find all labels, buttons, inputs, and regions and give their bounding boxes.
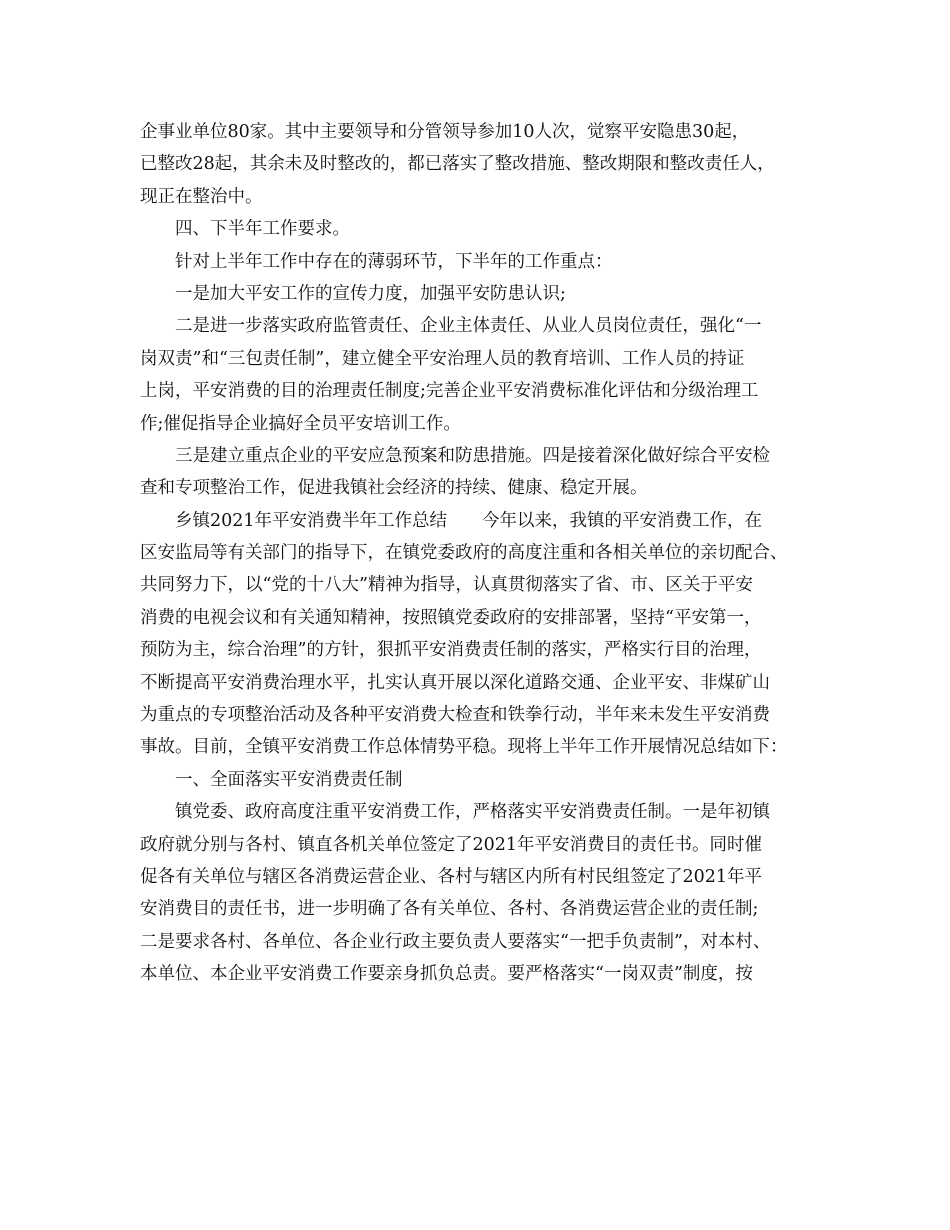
text-line: 安消费目的责任书，进一步明确了各有关单位、各村、各消费运营企业的责任制; [140,899,759,920]
text-line: 为重点的专项整治活动及各种平安消费大检查和铁拳行动，半年来未发生平安消费 [140,705,770,726]
text-line: 作;催促指导企业搞好全员平安培训工作。 [140,413,461,434]
text-line: 镇党委、政府高度注重平安消费工作，严格落实平安消费责任制。一是年初镇 [175,802,770,823]
text-line: 促各有关单位与辖区各消费运营企业、各村与辖区内所有村民组签定了2021年平 [140,866,763,887]
document-title-line: 乡镇2021年平安消费半年工作总结 今年以来，我镇的平安消费工作，在 [175,510,763,531]
text-line: 政府就分别与各村、镇直各机关单位签定了2021年平安消费目的责任书。同时催 [140,834,763,855]
text-line: 企事业单位80家。其中主要领导和分管领导参加10人次，觉察平安隐患30起， [140,122,750,142]
section-heading: 四、下半年工作要求。 [175,219,350,240]
text-line: 本单位、本企业平安消费工作要亲身抓负总责。要严格落实“一岗双责”制度，按 [140,964,753,985]
text-line: 二是要求各村、各单位、各企业行政主要负责人要落实“一把手负责制”，对本村、 [140,931,771,952]
text-line: 上岗，平安消费的目的治理责任制度;完善企业平安消费标准化评估和分级治理工 [140,381,759,402]
text-line: 一是加大平安工作的宣传力度，加强平安防患认识; [175,283,566,304]
text-line: 消费的电视会议和有关通知精神，按照镇党委政府的安排部署，坚持“平安第一， [140,607,762,628]
text-line: 不断提高平安消费治理水平，扎实认真开展以深化道路交通、企业平安、非煤矿山 [140,672,770,693]
text-line: 二是进一步落实政府监管责任、企业主体责任、从业人员岗位责任，强化“一 [175,316,762,337]
text-line: 已整改28起，其余未及时整改的，都已落实了整改措施、整改期限和整改责任人， [140,154,775,175]
text-line: 三是建立重点企业的平安应急预案和防患措施。四是接着深化做好综合平安检 [175,445,770,466]
text-line: 查和专项整治工作，促进我镇社会经济的持续、健康、稳定开展。 [140,478,648,499]
text-line: 预防为主，综合治理”的方针，狠抓平安消费责任制的落实，严格实行目的治理， [140,640,762,661]
text-line: 共同努力下，以“党的十八大”精神为指导，认真贯彻落实了省、市、区关于平安 [140,575,753,596]
text-line: 岗双责”和“三包责任制”，建立健全平安治理人员的教育培训、工作人员的持证 [140,348,745,369]
text-line: 现正在整治中。 [140,186,263,207]
text-line: 事故。目前，全镇平安消费工作总体情势平稳。现将上半年工作开展情况总结如下： [140,737,788,758]
document-body [140,116,820,991]
text-line: 区安监局等有关部门的指导下，在镇党委政府的高度注重和各相关单位的亲切配合、 [140,543,788,564]
section-heading: 一、全面落实平安消费责任制 [175,769,403,790]
text-line: 针对上半年工作中存在的薄弱环节，下半年的工作重点： [175,251,613,272]
